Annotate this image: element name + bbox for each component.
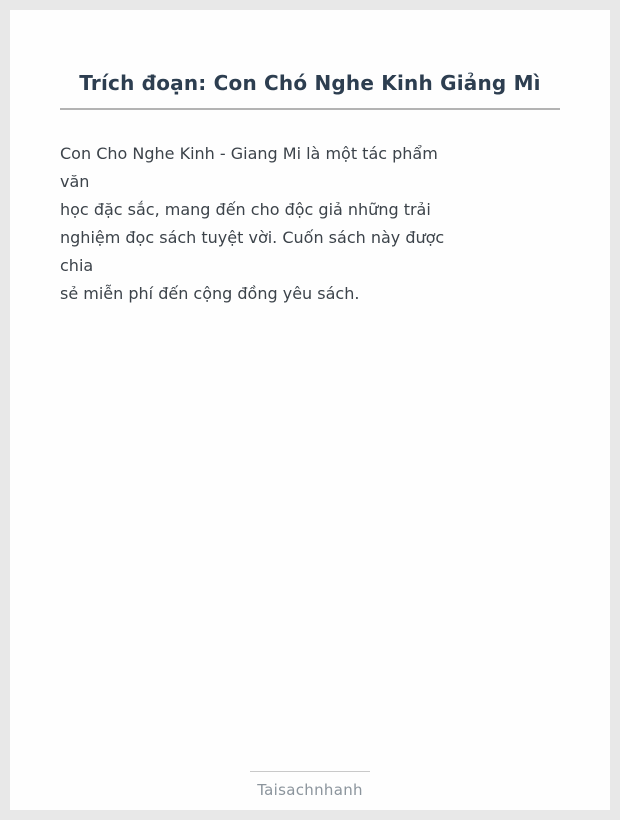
document-page: [10, 10, 610, 810]
excerpt-line: văn: [60, 172, 90, 191]
footer-divider: [250, 771, 370, 772]
title-divider: [60, 108, 560, 110]
page-title: Trích đoạn: Con Chó Nghe Kinh Giảng Mì: [79, 71, 541, 95]
excerpt-line: chia: [60, 256, 94, 275]
excerpt-line: học đặc sắc, mang đến cho độc giả những trải: [60, 200, 431, 219]
excerpt-line: nghiệm đọc sách tuyệt vời. Cuốn sách này được: [60, 228, 445, 247]
page-footer: [10, 771, 610, 799]
excerpt-paragraph: [60, 140, 560, 308]
excerpt-line: Con Cho Nghe Kinh - Giang Mi là một tác phẩm: [60, 144, 438, 163]
excerpt-line: sẻ miễn phí đến cộng đồng yêu sách.: [60, 284, 360, 303]
footer-brand: Taisachnhanh: [257, 781, 363, 799]
